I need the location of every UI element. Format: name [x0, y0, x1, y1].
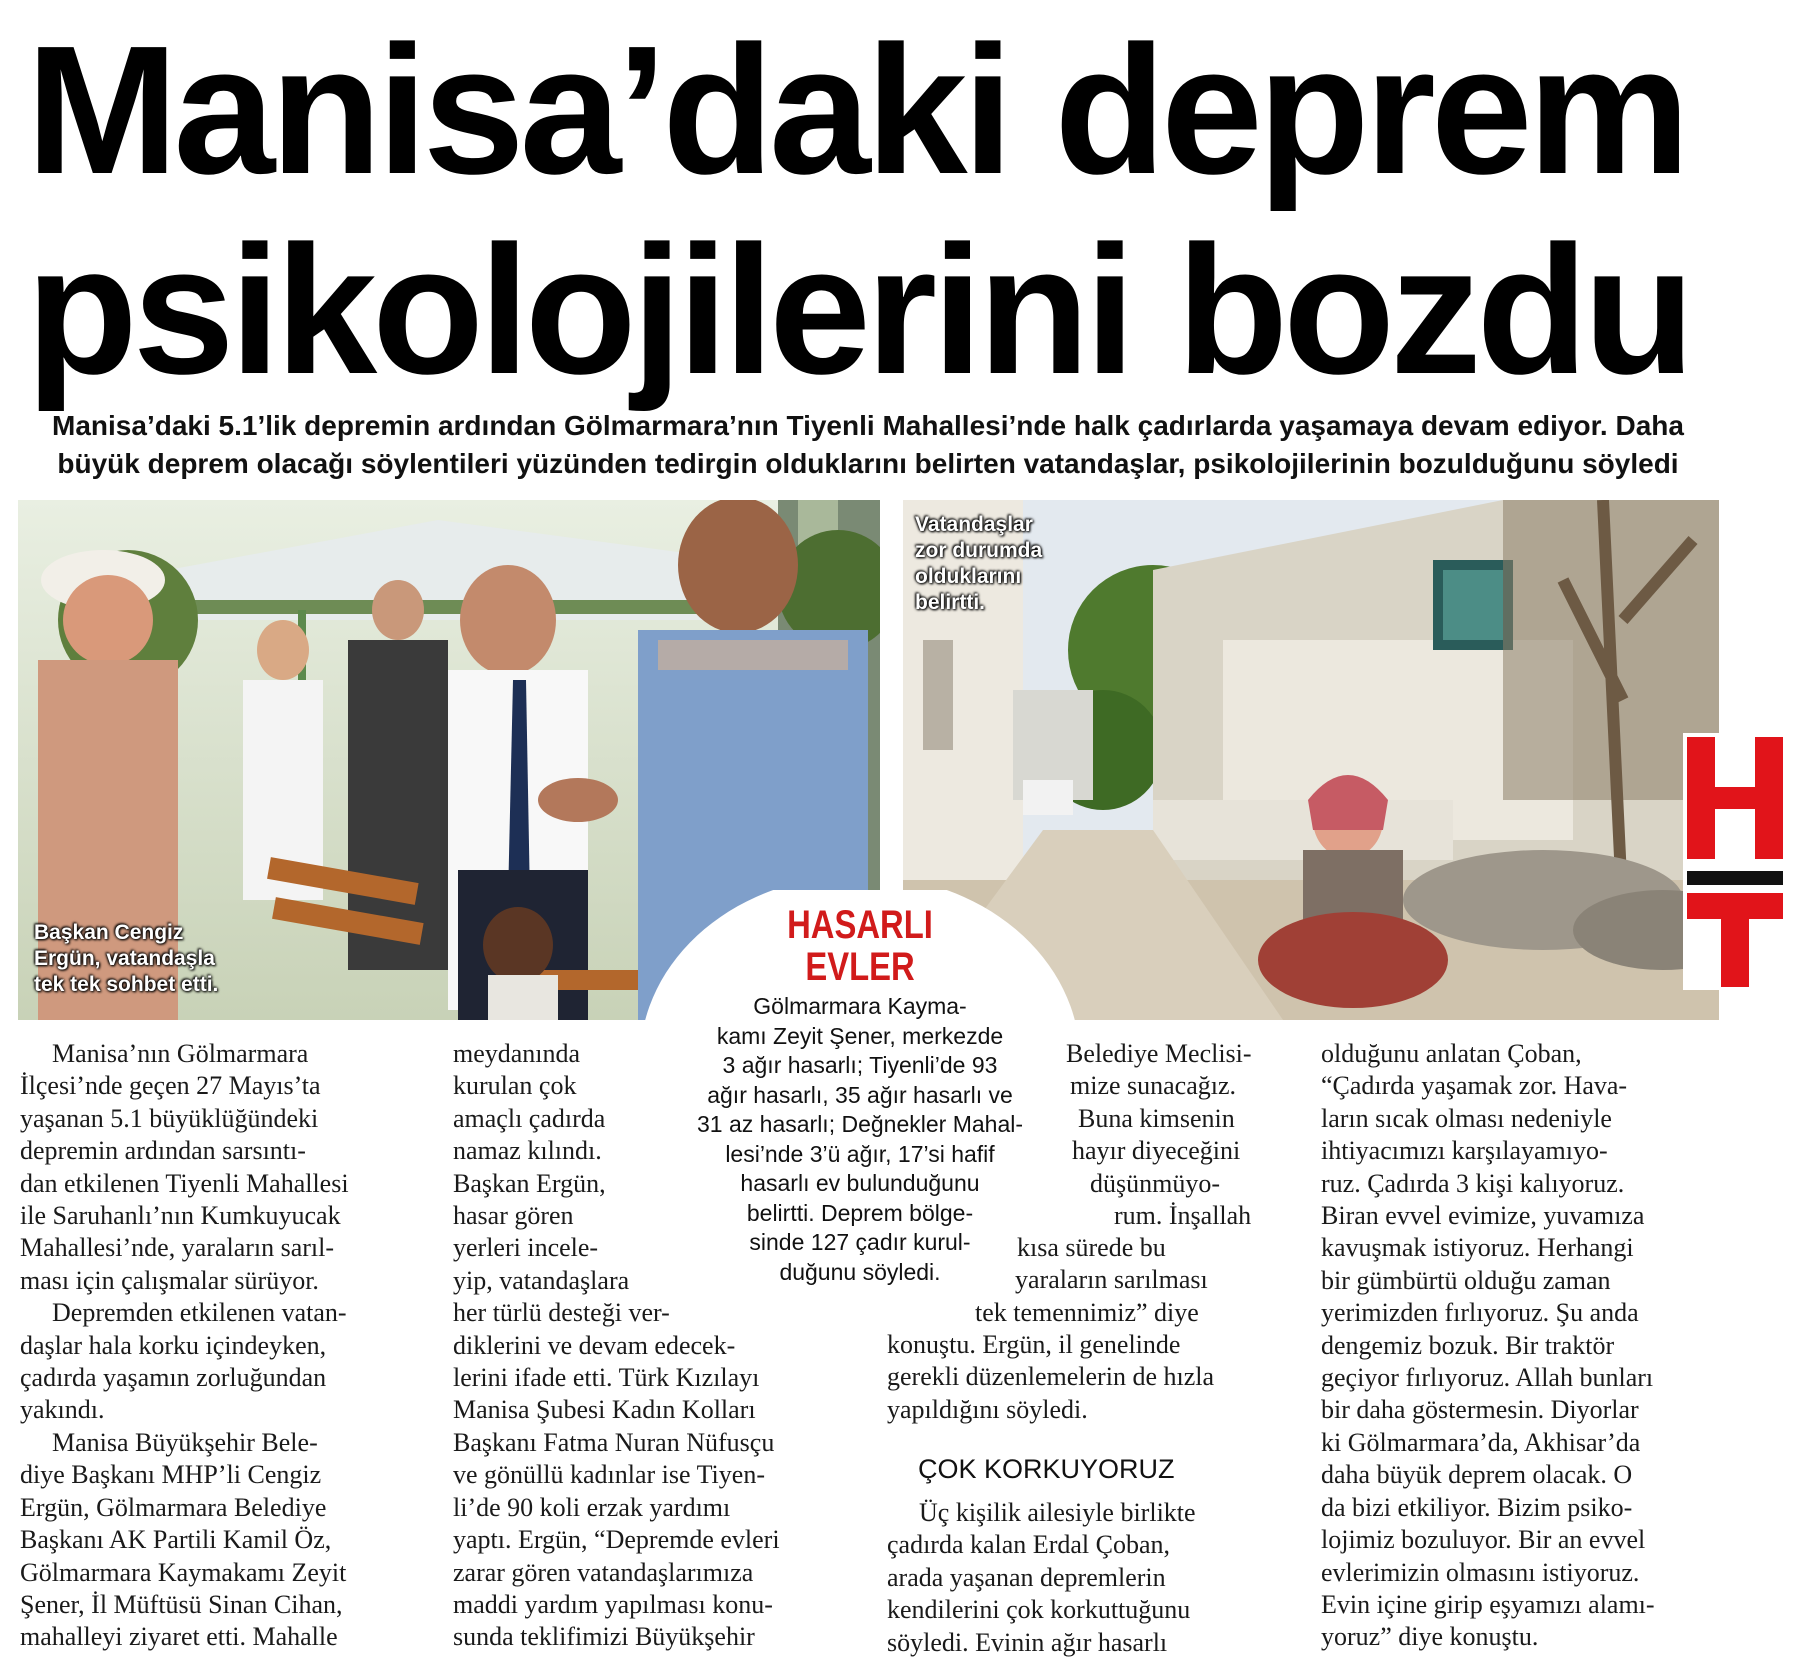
text-line: evlerimizin olmasını istiyoruz. — [1321, 1557, 1640, 1587]
photo-damaged-houses-caption — [915, 512, 1042, 616]
text-line: Üç kişilik ailesiyle birlikte — [919, 1498, 1196, 1527]
text-line: meydanında — [453, 1039, 581, 1068]
subhead-cok-korkuyoruz: ÇOK KORKUYORUZ — [918, 1454, 1175, 1484]
article-column-1 — [20, 1038, 440, 1654]
callout-body-line: lesi’nde 3’ü ağır, 17’si hafif — [725, 1140, 995, 1167]
callout-title — [640, 904, 1080, 988]
text-line: yoruz” diye konuştu. — [1321, 1622, 1539, 1652]
text-line: mize sunacağız. — [1070, 1071, 1237, 1101]
text-line: daşlar hala korku içindeyken, — [20, 1330, 327, 1360]
callout-body-line: 31 az hasarlı; Değnekler Mahal- — [697, 1111, 1023, 1137]
deck-line-1: Manisa’daki 5.1’lik depremin ardından Gölmarmara’nın Tiyenli Mahallesi’nde halk çadırlarda yaşamaya devam ediyor. Daha — [52, 410, 1684, 441]
ht-logo — [1683, 733, 1789, 990]
text-line: konuştu. Ergün, il genelinde — [887, 1330, 1181, 1359]
text-line: Mahallesi’nde, yaraların sarıl- — [20, 1233, 335, 1263]
text-line: yaşanan 5.1 büyüklüğündeki — [20, 1103, 319, 1133]
caption-line: belirtti. — [915, 591, 986, 614]
text-line: çadırda yaşamın zorluğundan — [20, 1363, 327, 1393]
text-line: tek temennimiz” diye — [975, 1297, 1199, 1327]
text-line: da bizi etkiliyor. Bizim psiko- — [1321, 1492, 1633, 1522]
text-line: Evin içine girip eşyamızı alamı- — [1321, 1589, 1655, 1619]
text-line: maddi yardım yapılması konu- — [453, 1589, 773, 1619]
callout-body-line: kamı Zeyit Şener, merkezde — [716, 1022, 1004, 1049]
text-line: Manisa Şubesi Kadın Kolları — [453, 1395, 756, 1425]
callout-body-line: belirtti. Deprem bölge- — [746, 1199, 974, 1226]
text-line: dengemiz bozuk. Bir traktör — [1321, 1330, 1615, 1360]
text-line: namaz kılındı. — [453, 1136, 602, 1166]
article-column-3-top — [1066, 1038, 1306, 1232]
text-line: sunda teklifimizi Büyükşehir — [453, 1622, 755, 1652]
text-line: kurulan çok — [453, 1071, 577, 1101]
text-line: Ergün, Gölmarmara Belediye — [20, 1492, 327, 1522]
article-column-3-wrap — [975, 1232, 1295, 1329]
text-line: li’de 90 koli erzak yardımı — [453, 1492, 731, 1522]
text-line: ve gönüllü kadınlar ise Tiyen- — [453, 1460, 765, 1490]
deck — [18, 407, 1718, 483]
text-line: yerleri incele- — [453, 1233, 599, 1263]
text-line: ihtiyacımızı karşılayamıyo- — [1321, 1136, 1608, 1166]
callout-body-line: sinde 127 çadır kurul- — [749, 1229, 971, 1255]
text-line: ruz. Çadırda 3 kişi kalıyoruz. — [1321, 1168, 1625, 1198]
caption-line: Başkan Cengiz — [34, 921, 184, 944]
text-line: ki Gölmarmara’da, Akhisar’da — [1321, 1427, 1641, 1457]
ht-logo-mark — [1683, 733, 1789, 990]
callout-title-line: EVLER — [805, 945, 915, 989]
article-column-2 — [453, 1038, 873, 1654]
caption-line: zor durumda — [915, 539, 1043, 562]
text-line: Manisa’nın Gölmarmara — [52, 1039, 309, 1068]
caption-line: Vatandaşlar — [915, 513, 1033, 536]
text-line: dan etkilenen Tiyenli Mahallesi — [20, 1168, 349, 1198]
text-line: rum. İnşallah — [1114, 1201, 1252, 1231]
text-line: Başkanı AK Partili Kamil Öz, — [20, 1525, 332, 1555]
deck-line-2: büyük deprem olacağı söylentileri yüzünden tedirgin olduklarını belirten vatandaşlar, psikolojilerinin bozulduğunu söyledi — [57, 448, 1679, 479]
text-line: arada yaşanan depremlerin — [887, 1562, 1166, 1592]
callout-body-line: Gölmarmara Kayma- — [753, 993, 967, 1019]
text-line: depremin ardından sarsıntı- — [20, 1136, 306, 1166]
text-line: gerekli düzenlemelerin de hızla — [887, 1362, 1215, 1392]
callout-title-line: HASARLI — [787, 903, 933, 947]
text-line: Başkanı Fatma Nuran Nüfusçu — [453, 1427, 775, 1457]
text-line: diklerini ve devam edecek- — [453, 1330, 736, 1360]
text-line: her türlü desteği ver- — [453, 1298, 670, 1328]
caption-line: olduklarını — [915, 565, 1022, 588]
text-line: Şener, İl Müftüsü Sinan Cihan, — [20, 1589, 343, 1619]
text-line: bir daha göstermesin. Diyorlar — [1321, 1395, 1639, 1425]
text-line: ların sıcak olması nedeniyle — [1321, 1103, 1612, 1133]
text-line: ması için çalışmalar sürüyor. — [20, 1265, 319, 1295]
text-line: hasar gören — [453, 1201, 574, 1231]
text-line: İlçesi’nde geçen 27 Mayıs’ta — [20, 1071, 321, 1101]
text-line: çadırda kalan Erdal Çoban, — [887, 1530, 1170, 1560]
text-line: Manisa Büyükşehir Bele- — [52, 1427, 318, 1457]
text-line: Depremden etkilenen vatan- — [52, 1298, 347, 1328]
text-line: düşünmüyo- — [1090, 1168, 1220, 1198]
photo-handshake-caption — [34, 920, 218, 998]
text-line: Gölmarmara Kaymakamı Zeyit — [20, 1557, 347, 1587]
text-line: hayır diyeceğini — [1072, 1136, 1241, 1166]
text-line: yip, vatandaşlara — [453, 1265, 630, 1295]
caption-line: tek tek sohbet etti. — [34, 973, 219, 996]
text-line: yapıldığını söyledi. — [887, 1394, 1088, 1424]
callout-body-line: hasarlı ev bulunduğunu — [740, 1170, 980, 1196]
article-column-4 — [1321, 1038, 1761, 1654]
caption-line: Ergün, vatandaşla — [34, 947, 215, 970]
text-line: bir gümbürtü olduğu zaman — [1321, 1265, 1611, 1295]
text-line: ile Saruhanlı’nın Kumkuyucak — [20, 1201, 341, 1231]
text-line: Belediye Meclisi- — [1066, 1039, 1252, 1068]
callout-body-line: 3 ağır hasarlı; Tiyenli’de 93 — [722, 1052, 998, 1078]
text-line: yerimizden fırlıyoruz. Şu anda — [1321, 1298, 1639, 1328]
text-line: Buna kimsenin — [1078, 1103, 1235, 1133]
text-line: Biran evvel evimize, yuvamıza — [1321, 1201, 1645, 1231]
text-line: lojimiz bozuluyor. Bir an evvel — [1321, 1525, 1646, 1555]
text-line: diye Başkanı MHP’li Cengiz — [20, 1460, 322, 1490]
text-line: yaraların sarılması — [1015, 1265, 1208, 1295]
text-line: “Çadırda yaşamak zor. Hava- — [1321, 1071, 1628, 1101]
text-line: mahalleyi ziyaret etti. Mahalle — [20, 1622, 338, 1652]
text-line: söyledi. Evinin ağır hasarlı — [887, 1627, 1168, 1657]
text-line: yaptı. Ergün, “Depremde evleri — [453, 1525, 780, 1555]
callout-body-line: duğunu söyledi. — [779, 1258, 941, 1285]
text-line: zarar gören vatandaşlarımıza — [453, 1557, 754, 1587]
text-line: daha büyük deprem olacak. O — [1321, 1460, 1633, 1490]
callout-body-line: ağır hasarlı, 35 ağır hasarlı ve — [707, 1081, 1013, 1108]
text-line: yakındı. — [20, 1395, 105, 1425]
text-line: lerini ifade etti. Türk Kızılayı — [453, 1363, 760, 1393]
text-line: amaçlı çadırda — [453, 1103, 606, 1133]
article-column-3-after — [887, 1497, 1307, 1659]
text-line: geçiyor fırlıyoruz. Allah bunları — [1321, 1363, 1654, 1393]
text-line: kavuşmak istiyoruz. Herhangi — [1321, 1233, 1634, 1263]
text-line: Başkan Ergün, — [453, 1168, 606, 1198]
text-line: olduğunu anlatan Çoban, — [1321, 1039, 1582, 1068]
text-line: kısa sürede bu — [1017, 1233, 1166, 1262]
headline-line-2: psikolojilerini bozdu — [26, 207, 1691, 412]
article-column-3-bottom — [887, 1329, 1307, 1426]
headline-line-1: Manisa’daki deprem — [26, 7, 1686, 212]
text-line: kendilerini çok korkuttuğunu — [887, 1595, 1191, 1625]
